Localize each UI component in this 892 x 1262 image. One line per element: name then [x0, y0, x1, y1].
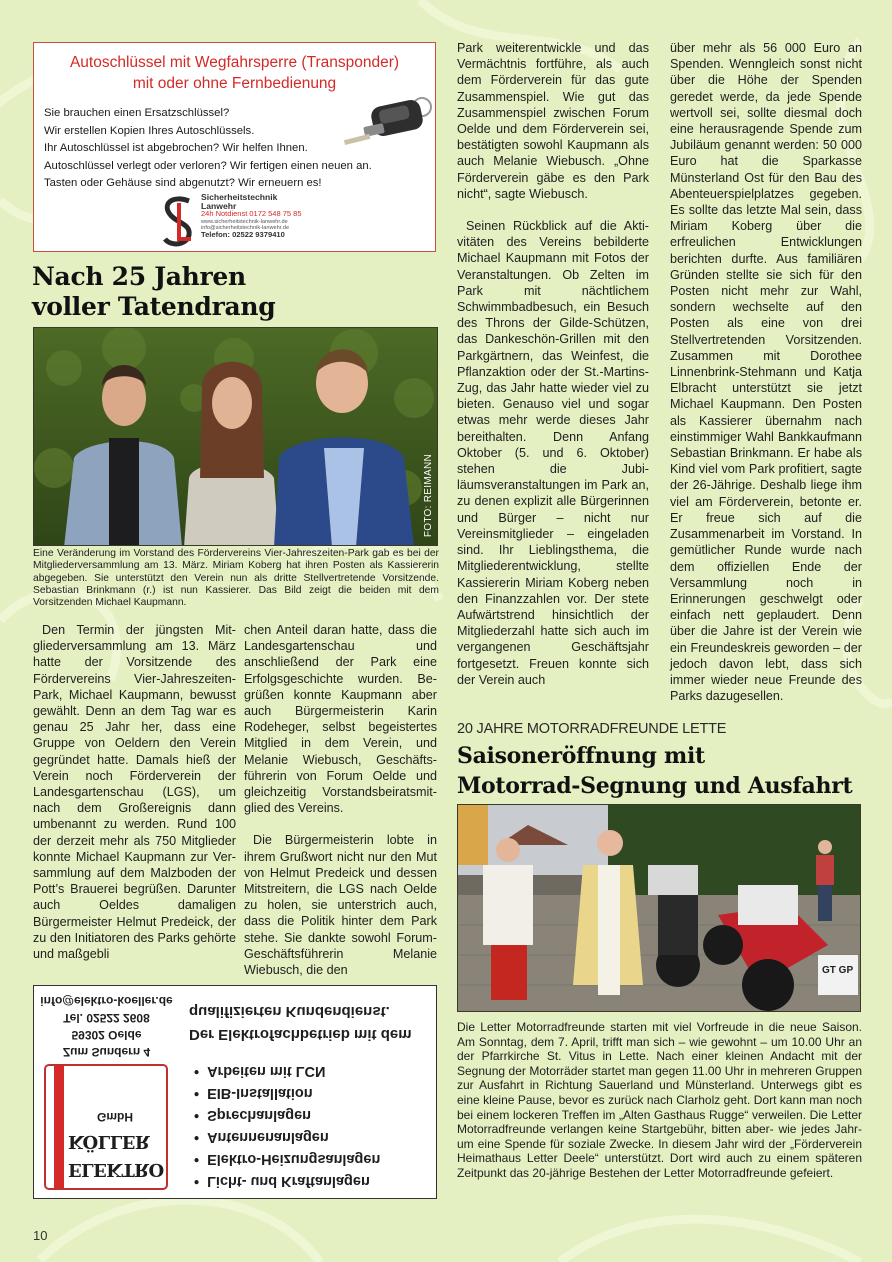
- service-item: • EIB-Installation: [194, 1082, 380, 1104]
- ad-line: Sie brauchen einen Ersatzschlüssel?: [44, 107, 230, 119]
- services-list: [194, 1060, 380, 1192]
- phone: Telefon: 02522 9379410: [201, 230, 285, 240]
- service-item: • Licht- und Kraftanlagen: [194, 1170, 380, 1192]
- advertisement-car-keys: [33, 42, 436, 252]
- photo-credit: FOTO: REIMANN: [423, 453, 434, 537]
- headline-line1: Nach 25 Jahren: [32, 262, 246, 291]
- logo-words: [68, 1110, 162, 1180]
- service-item: • Sprechanlagen: [194, 1104, 380, 1126]
- paragraph: über mehr als 56 000 Euro an Spenden. Wenngleich sonst nicht über die Höhe der Spenden geredet werde, da jede Spende wertvoll sei, sollte diesmal doch eine herausragende Spende zum Jubiläum genannt werden: 50 000 Euro hat die Sparkasse Münsterland Ost für den Bau des Abenteuerspielplatzes gegeben. Es sollte das letzte Mal sein, dass Miriam Koberg über die erfreulichen Entwicklungen berichten durfte. Aus familiären Gründen stellte sie sich für den Posten nicht mehr zur Wahl, sondern wechselte auf den Posten als eine von drei Stellvertretenden Vorsitzenden. Zusammen mit Dorothee Linnenbrink-Stehmann und Katja Elbracht unterstützt sie jetzt Michael Kaupmann. Den Posten als Kassierer übernahm nach einstimmiger Wahl Bankkaufmann Sebastian Brinkmann. Er habe als Kind viel vom Park profitiert, sagte der 26-Jährige. Deshalb liege ihm viel am Förderverein, betonte er. Er freue sich auf die Zusammenarbeit im Vorstand. In gemütlicher Runde wurde nach dem offiziellen Ende der Versammlung noch in Erinnerungen geschwelgt oder einfach nett geplaudert. Denn über die Jahre ist der Verein wie ein Freundeskreis geworden – der jedoch davon lebt, dass sich immer wieder neue Freunde des Parks dazugesellen.: [670, 41, 862, 704]
- headline-line2: Motorrad-Segnung und Ausfahrt: [457, 773, 853, 799]
- headline-line1: Saisoneröffnung mit: [457, 743, 705, 769]
- article2-photo: [457, 804, 861, 1012]
- paragraph: Park weiterentwickle und das Vermächtnis fortführe, als auch dem Förderverein für das gute Zusammenspiel. Wie gut das Zusammenspiel zwischen Forum Oelde und dem Förderverein sei, bestätigten sowohl Kaupmann als auch Melanie Wiebusch. „Ohne Förderverein gäbe es den Park nicht“, sagte Wiebusch.: [457, 41, 649, 201]
- email: info@sicherheitstechnik-lanwehr.de: [201, 224, 290, 231]
- article1-column-4: [670, 40, 862, 704]
- ad-title-line2: mit oder ohne Fernbedienung: [132, 75, 337, 92]
- service-item: • Arbeiten mit LCN: [194, 1060, 380, 1082]
- article2-text: Die Letter Motorradfreunde starten mit viel Vorfreude in die neue Saison. Am Sonntag, dem 7. April, trifft man sich – wie gewohnt – um 10.00 Uhr an der Pfarrkirche St. Vitus in Lette. Nach einer kleinen Andacht mit der Segnung der Motorräder startet man gegen 11.00 Uhr in mehreren Gruppen zur Ausfahrt in Richtung Sauerland und Münsterland. Unterwegs gibt es eine kleine Pause, bevor es zurück nach Clarholz geht. Dort kann man noch bei einem lockeren Treffen im „Alten Gasthaus Rugge“ verweilen. Die Letter Motorradfreunde verlangen keine Startgebühr, bitten aber- wie jedes Jahr- um eine Spende für soziale Zwecke. In diesem Jahr wird der „Förderverein Heimathaus Letter Deele“ unterstützt. Dort wird auch zu einem späteren Zeitpunkt das 20-jährige Bestehen der Letter Motorradfreunde gefeiert.: [457, 1020, 862, 1180]
- elektro-address: [34, 992, 179, 1060]
- ad-title: [34, 52, 435, 94]
- motorcycle-blessing-image: [458, 805, 861, 1012]
- ad-lines: [44, 105, 372, 193]
- address-email: info@elektro-koeller.de: [40, 994, 173, 1008]
- ad-line: Tasten oder Gehäuse sind abgenutzt? Wir erneuern es!: [44, 177, 322, 190]
- logo-gmbh: GmbH: [97, 1110, 133, 1124]
- headline-line2: voller Tatendrang: [32, 292, 276, 321]
- logo-word-elektro: ELEKTRO: [68, 1159, 164, 1180]
- page-number: 10: [33, 1228, 48, 1243]
- paragraph: chen Anteil daran hatte, dass die Landesgartenschau und anschließend der Park eine Erfolgsgeschichte wurden. Begrüßen konnte Kaupmann aber auch Bürgermeisterin Karin Rodeheger, selbst begeistertes Mitglied in dem Verein, und Melanie Wiebusch, Geschäftsführerin von Forum Oelde und gleichzeitig Vorstandsbeiratsmitglied des Vereins.: [244, 623, 437, 816]
- license-plate-text: GT GP: [822, 965, 854, 976]
- slogan-line2: qualifizierten Kundendienst.: [189, 1003, 390, 1020]
- ad-line: Ihr Autoschlüssel ist abgebrochen? Wir helfen Ihnen.: [44, 142, 308, 155]
- article1-column-1: [33, 622, 236, 962]
- article1-photo: [33, 327, 438, 546]
- advertisement-elektro-koeller: [33, 985, 437, 1199]
- ad-line: Autoschlüssel verlegt oder verloren? Wir fertigen einen neuen an.: [44, 159, 372, 172]
- company-name: Sicherheitstechnik: [201, 192, 278, 202]
- elektro-slogan: [189, 1000, 412, 1046]
- article1-column-3: [457, 40, 649, 688]
- ad-line: Wir erstellen Kopien Ihres Autoschlüssels.: [44, 124, 255, 137]
- group-portrait-image: [34, 328, 438, 546]
- car-key-image: [342, 93, 434, 167]
- emergency-number: 24h Notdienst 0172 548 75 85: [201, 209, 302, 219]
- address-phone: Tel. 02522 2608: [63, 1011, 150, 1025]
- article2-headline: [457, 741, 852, 801]
- article1-headline: [32, 262, 275, 322]
- slogan-line1: Der Elektrofachbetrieb mit dem: [189, 1026, 412, 1043]
- article1-column-2: [244, 622, 437, 978]
- logo-word-koeller: KÖLLER: [68, 1131, 150, 1152]
- sicherheitstechnik-logo: [159, 193, 199, 249]
- elektro-koeller-logo: [44, 1064, 168, 1190]
- service-item: • Elektro-Heizungsanlagen: [194, 1148, 380, 1170]
- address-street: Zum Sundern 4: [62, 1045, 151, 1059]
- address-city: 59302 Oelde: [71, 1028, 142, 1042]
- paragraph: Seinen Rückblick auf die Aktivitäten des Vereins bebilderte Michael Kaupmann mit Fotos der Veranstaltungen. Ob Zelten im Park mit nächtlichem Schwimmbadbesuch, ein Besuch des Throns der Gilde-Schützen, das Dankeschön-Grillen mit den Parkgärtnern, das Weinfest, die Pflanzaktion oder der St.-Martins-Zug, das Jahr hatte wieder viel zu bieten. Genauso viel und sogar etwas mehr werde dieses Jahr bereithalten. Denn Anfang Oktober (5. und 6. Oktober) stehen die Jubiläumsveranstaltungen im Park an, zu denen explizit alle Bürgerinnen und Bürger – nicht nur Vereinsmitglieder – eingeladen sind. Ihr Lieblingsthema, die Mitgliederentwicklung, stellte Kassiererin Miriam Koberg neben den Finanzzahlen vor. Der stete Aufwärtstrend hinsichtlich der Mitgliederzahl hatte sich auch im vergangenen Geschäftsjahr fortgesetzt. Freuen konnte sich der Verein auch: [457, 219, 649, 687]
- company-name-2: Lanwehr: [201, 200, 237, 211]
- paragraph: Die Bürgermeisterin lobte in ihrem Grußwort nicht nur den Mut von Helmut Predeick und dessen Mitstreitern, die LGS nach Oelde zu holen, sie unterstrich auch, dass die Politik hinter dem Park stehe. Sie dankte sowohl Forum-Geschäftsführerin Melanie Wiebusch, die den: [244, 833, 437, 978]
- article2-kicker: 20 JAHRE MOTORRADFREUNDE LETTE: [457, 721, 727, 737]
- service-item: • Antennenanlagen: [194, 1126, 380, 1148]
- ad-title-line1: Autoschlüssel mit Wegfahrsperre (Transponder): [69, 54, 400, 71]
- website: www.sicherheitstechnik-lanwehr.de: [201, 218, 288, 225]
- logo-red-bar: [54, 1064, 64, 1190]
- article1-photo-caption: Eine Veränderung im Vorstand des Fördervereins Vier-Jahreszeiten-Park gab es bei der Mitgliederversammlung am 13. März. Miriam Koberg hat ihren Posten als Kassiererin abgegeben. Sie unterstützt den Verein nun als dritte Stellvertretende Vorsitzende. Sebastian Brinkmann (r.) ist nun Kassierer. Das Bild zeigt die beiden mit dem Vorsitzenden Michael Kaupmann.: [33, 548, 439, 609]
- company-info: [201, 193, 302, 240]
- paragraph: Den Termin der jüngsten Mitgliederversammlung am 13. März hatte der Vorsitzende des Fördervereins Vier-Jahreszeiten-Park, Michael Kaupmann, bewusst gewählt. Denn an dem Tag war es genau 25 Jahr her, dass eine Gruppe von Oeldern den Verein gegründet hatte. Damals hieß der Verein noch Förderverein der Landesgartenschau (LGS), um nach dem Großereignis dann umbenannt zu werden. Rund 100 der derzeit mehr als 750 Mitglieder konnte Michael Kaupmann zur Versammlung auf dem Malzboden der Pott’s Brauerei begrüßen. Darunter auch Oeldes damaligen Bürgermeister Helmut Predeick, der zu den Initiatoren des Parks gehörte und maßgebli: [33, 623, 236, 962]
